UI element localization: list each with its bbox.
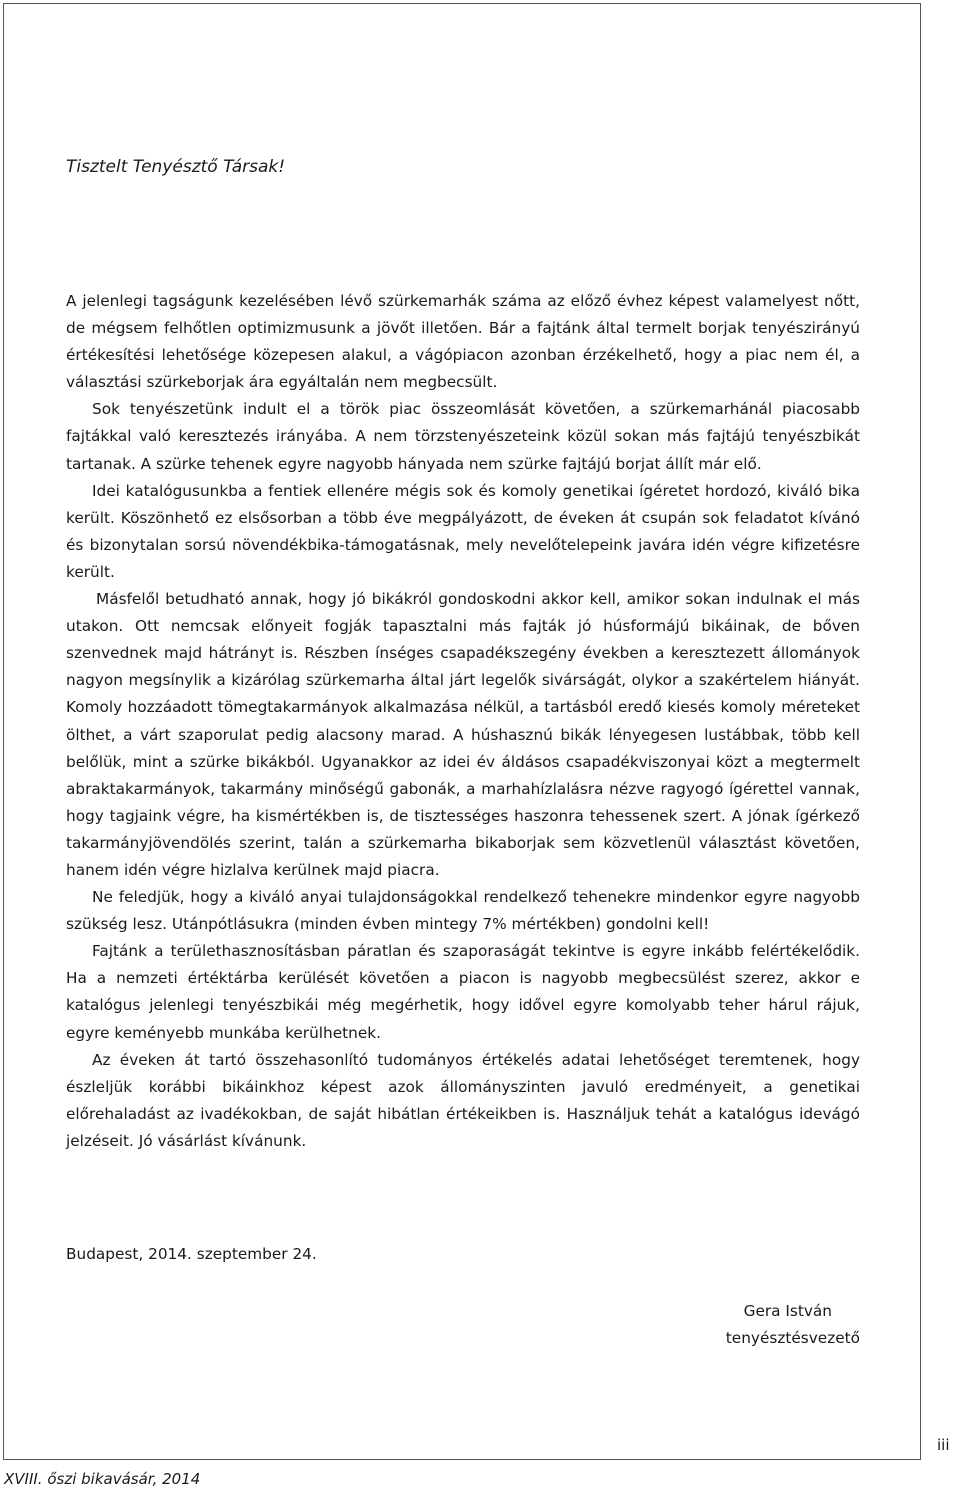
signature-block (726, 1298, 860, 1352)
paragraph-5: Ne feledjük, hogy a kiváló anyai tulajdonságokkal rendelkező tehenekre mindenkor egyre nagyobb szükség lesz. Utánpótlásukra (minden évben mintegy 7% mértékben) gondolni kell! (66, 888, 860, 934)
paragraph-3: Idei katalógusunkba a fentiek ellenére mégis sok és komoly genetikai ígéretet hordozó, kiváló bika került. Köszönhető ez elsősorban a több éve megpályázott, de éveken át csupán sok feladatot kívánó és bizonytalan sorsú növendékbika-támogatásnak, mely nevelőtelepeink javára idén végre kifizetésre került. (66, 481, 860, 581)
place-date: Budapest, 2014. szeptember 24. (66, 1245, 317, 1263)
paragraph-7: Az éveken át tartó összehasonlító tudományos értékelés adatai lehetőséget teremtenek, hogy észleljük korábbi bikáinkhoz képest azok állományszinten javuló eredményeit, a genetikai előrehaladást az ivadékokban, de saját hibátlan értékeikben is. Használjuk tehát a katalógus idevágó jelzéseit. Jó vásárlást kívánunk. (66, 1050, 860, 1150)
paragraph-6: Fajtánk a területhasznosításban páratlan és szaporaságát tekintve is egyre inkább felértékelődik. Ha a nemzeti értéktárba kerülését követően a piacon is nagyobb megbecsülést szerez, akkor e katalógus jelenlegi tenyészbikái még megérhetik, hogy idővel egyre komolyabb teher hárul rájuk, egyre keményebb munkába kerülhetnek. (66, 942, 860, 1042)
paragraph-2: Sok tenyészetünk indult el a török piac összeomlását követően, a szürkemarhánál piacosabb fajtákkal való keresztezés irányába. A nem törzstenyészeteink közül sokan más fajtájú tenyészbikát tartanak. A szürke tehenek egyre nagyobb hányada nem szürke fajtájú borjat állít már elő. (66, 400, 860, 473)
letter-body (66, 288, 860, 1155)
paragraph-4: Másfelől betudható annak, hogy jó bikákról gondoskodni akkor kell, amikor sokan indulnak el más utakon. Ott nemcsak előnyeit fogják tapasztalni más fajták jó húsformájú bikáinak, de bőven szenvednek majd hátrányt is. Részben ínséges csapadékszegény években a keresztezett állományok nagyon megsínylik a kizárólag szürkemarha által járt legelők sivárságát, olykor a szakértelem hiányát. Komoly hozzáadott tömegtakarmányok alkalmazása nélkül, a tartásból eredő kiesés komoly méreteket ölthet, a várt szaporulat pedig alacsony marad. A húshasznú bikák lényegesen lustábbak, több kell belőlük, mint a szürke bikákból. Ugyanakkor az idei év áldásos csapadékviszonyai közt a megtermelt abraktakarmányok, takarmány minőségű gabonák, a marhahízlalásra nézve ragyogó ígérettel vannak, hogy tagjaink végre, ha kismértékben is, de tisztességes haszonra tehessenek szert. A jónak ígérkező takarmányjövendölés szerint, talán a szürkemarha bikaborjak sem közvetlenül választást követően, hanem idén végre hizlalva kerülnek majd piacra. (66, 590, 860, 879)
signature-name: Gera István (743, 1302, 832, 1320)
paragraph-1: A jelenlegi tagságunk kezelésében lévő szürkemarhák száma az előző évhez képest valamelyest nőtt, de mégsem felhőtlen optimizmusunk a jövőt illetően. Bár a fajtánk által termelt borjak tenyészirányú értékesítési lehetősége közepesen alakul, a vágópiacon azonban érzékelhető, hogy a piac nem él, a választási szürkeborjak ára egyáltalán nem megbecsült. (66, 292, 860, 392)
salutation: Tisztelt Tenyésztő Társak! (66, 157, 286, 177)
footer-publication: XVIII. őszi bikavásár, 2014 (4, 1470, 201, 1488)
signature-title: tenyésztésvezető (725, 1329, 860, 1347)
page-number: iii (937, 1436, 950, 1454)
